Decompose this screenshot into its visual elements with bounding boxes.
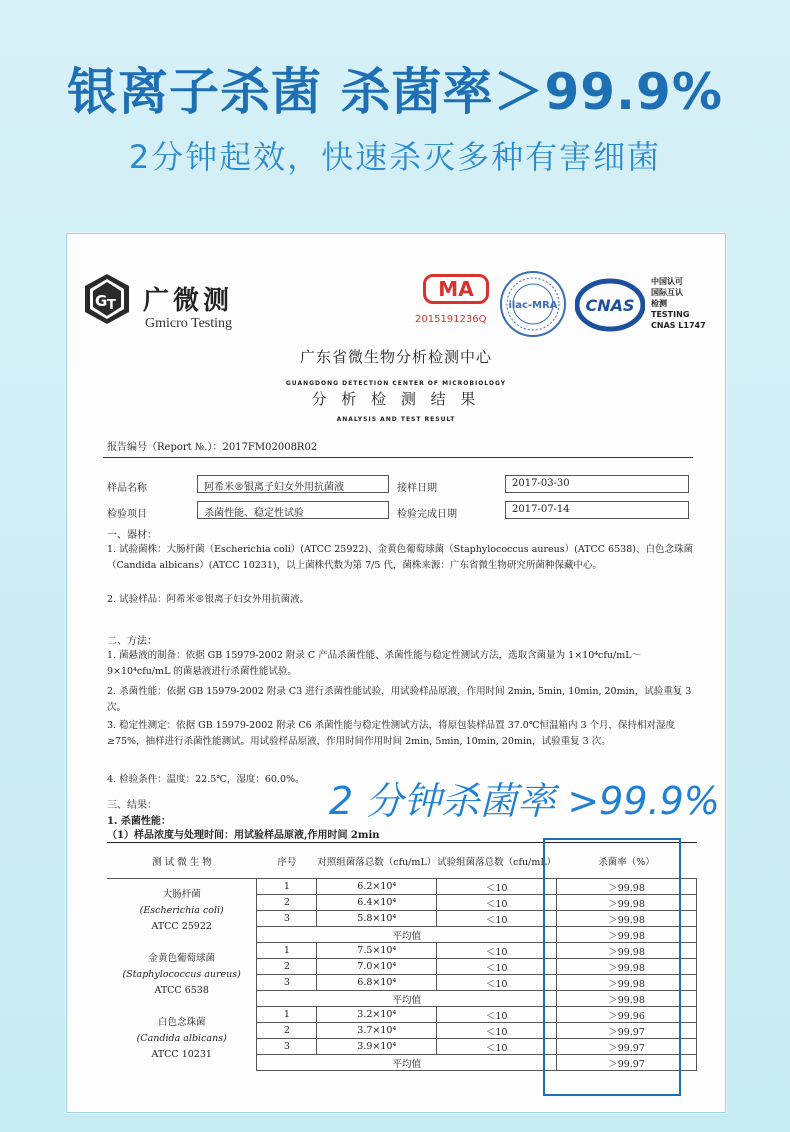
table-cell-ctrl: 3.7×10⁴ [317, 1023, 437, 1039]
table-cell-test: ＜10 [437, 975, 557, 991]
cnas-note-line: 中国认可 [651, 277, 683, 286]
test-item-label: 检验项目 [107, 509, 147, 520]
table-cell-no: 3 [257, 975, 317, 991]
table-cell-test: ＜10 [437, 879, 557, 895]
average-value-cell: ＞99.98 [557, 927, 697, 943]
finish-date-value: 2017-07-14 [505, 501, 689, 519]
organism-line: (Staphylococcus aureus) [122, 968, 241, 980]
organism-line: 白色念珠菌 [157, 1016, 206, 1028]
table-cell-test: ＜10 [437, 1039, 557, 1055]
table-cell-no: 3 [257, 911, 317, 927]
table-cell-test: ＜10 [437, 895, 557, 911]
table-cell-rate: ＞99.98 [557, 975, 697, 991]
test-item-value: 杀菌性能、稳定性试验 [197, 501, 389, 519]
cma-seal [415, 274, 495, 336]
table-cell-no: 1 [257, 943, 317, 959]
average-value-cell: ＞99.98 [557, 991, 697, 1007]
average-label-cell: 平均值 [257, 991, 557, 1007]
svg-text:G: G [95, 292, 108, 310]
center-name-cn: 广东省微生物分析检测中心 [299, 348, 492, 366]
cnas-label: CNAS [585, 296, 635, 315]
paragraph-bactericidal: 2. 杀菌性能：依据 GB 15979-2002 附录 C3 进行杀菌性能试验，用试验样品原液，作用时间 2min, 5min, 10min, 20min，试验重复 3 次。 [107, 686, 692, 713]
results-bactericidal-heading: 1. 杀菌性能： [107, 816, 171, 827]
table-cell-test: ＜10 [437, 959, 557, 975]
logo-chinese-name: 广微测 [143, 286, 234, 316]
paragraph-stability: 3. 稳定性测定：依据 GB 15979-2002 附录 C6 杀菌性能与稳定性测试方法，将原包装样品置 37.0℃恒温箱内 3 个月，保持相对湿度≥75%，抽样进行杀菌性能测试。用试验样品原液，作用时间作用时间 2min, 5min, 10min, 20min，试验重复 3 次。 [107, 720, 676, 747]
organism-line: ATCC 6538 [154, 984, 209, 996]
table-cell-ctrl: 7.5×10⁴ [317, 943, 437, 959]
organism-line: (Escherichia coli) [139, 904, 224, 916]
table-header-cell: 序号 [257, 843, 317, 879]
cnas-note-line: CNAS L1747 [651, 321, 706, 330]
table-cell-no: 2 [257, 1023, 317, 1039]
ilac-mra-seal-icon [499, 270, 567, 338]
table-cell-rate: ＞99.97 [557, 1039, 697, 1055]
center-name-en: GUANGDONG DETECTION CENTER OF MICROBIOLOGY [285, 380, 507, 387]
hero-subtitle: 2分钟起效，快速杀灭多种有害细菌 [128, 138, 662, 176]
table-header-cell: 测 试 微 生 物 [107, 843, 257, 879]
table-cell-ctrl: 5.8×10⁴ [317, 911, 437, 927]
gmicro-logo-icon [83, 272, 131, 326]
table-header-cell: 试验组菌落总数（cfu/mL） [437, 843, 557, 879]
ilac-label: ilac-MRA [508, 300, 558, 311]
organism-cell [107, 879, 257, 943]
organism-line: (Candida albicans) [136, 1032, 227, 1044]
table-cell-ctrl: 7.0×10⁴ [317, 959, 437, 975]
table-cell-ctrl: 6.2×10⁴ [317, 879, 437, 895]
table-cell-rate: ＞99.98 [557, 959, 697, 975]
table-cell-rate: ＞99.97 [557, 1023, 697, 1039]
receive-date-value: 2017-03-30 [505, 475, 689, 493]
organism-line: 金黄色葡萄球菌 [148, 952, 215, 964]
table-cell-no: 1 [257, 879, 317, 895]
paragraph-strains: 1. 试验菌株：大肠杆菌（Escherichia coli）(ATCC 25922)、金黄色葡萄球菌（Staphylococcus aureus）(ATCC 6538)、白色念珠菌（Candida albicans）(ATCC 10231)，以上菌株代数为第 7/5 代，菌株来源：广东省微生物研究所菌种保藏中心。 [107, 544, 693, 571]
sample-name-value: 阿希米®银离子妇女外用抗菌液 [197, 475, 389, 493]
logo-english-name: Gmicro Testing [145, 316, 233, 331]
table-cell-ctrl: 3.9×10⁴ [317, 1039, 437, 1055]
average-label-cell: 平均值 [257, 927, 557, 943]
average-label-cell: 平均值 [257, 1055, 557, 1071]
cnas-seal-icon [575, 278, 645, 332]
hero-title: 银离子杀菌 杀菌率＞99.9% [67, 63, 723, 121]
table-header-cell: 杀菌率（%） [557, 843, 697, 879]
table-cell-rate: ＞99.98 [557, 879, 697, 895]
sample-name-label: 样品名称 [107, 483, 147, 494]
paragraph-sample: 2. 试验样品：阿希米®银离子妇女外用抗菌液。 [107, 594, 310, 605]
table-cell-rate: ＞99.98 [557, 895, 697, 911]
results-condition-note: （1）样品浓度与处理时间：用试验样品原液,作用时间 2min [107, 830, 380, 841]
section-results-heading: 三、结果： [107, 800, 157, 811]
organism-line: ATCC 10231 [151, 1048, 212, 1060]
table-cell-ctrl: 3.2×10⁴ [317, 1007, 437, 1023]
receive-date-label: 接样日期 [397, 483, 437, 494]
table-cell-test: ＜10 [437, 1023, 557, 1039]
cnas-note-line: 检测 [651, 299, 667, 308]
organism-line: 大肠杆菌 [162, 888, 201, 900]
table-cell-test: ＜10 [437, 911, 557, 927]
table-cell-no: 2 [257, 959, 317, 975]
section-method-heading: 二、方法： [107, 636, 157, 647]
table-cell-ctrl: 6.4×10⁴ [317, 895, 437, 911]
cnas-note [651, 276, 706, 331]
cma-number: 2015191236Q [415, 314, 487, 325]
table-cell-ctrl: 6.8×10⁴ [317, 975, 437, 991]
average-value-cell: ＞99.97 [557, 1055, 697, 1071]
svg-text:T: T [107, 298, 116, 313]
divider [103, 457, 693, 458]
result-title-en: ANALYSIS AND TEST RESULT [336, 416, 456, 423]
cnas-note-line: 国际互认 [651, 288, 683, 297]
paragraph-conditions: 4. 检验条件：温度：22.5℃，湿度：60.0%。 [107, 774, 305, 785]
table-header-cell: 对照组菌落总数（cfu/mL） [317, 843, 437, 879]
report-number: 报告编号（Report №.）：2017FM02008R02 [107, 442, 318, 453]
finish-date-label: 检验完成日期 [397, 509, 457, 520]
result-title-cn: 分 析 检 测 结 果 [311, 390, 481, 408]
organism-line: ATCC 25922 [151, 920, 212, 932]
table-cell-rate: ＞99.96 [557, 1007, 697, 1023]
overlay-highlight-text: 2 分钟杀菌率 >99.9% [329, 779, 720, 823]
cnas-note-line: TESTING [651, 310, 690, 319]
section-equipment-heading: 一、器材： [107, 530, 157, 541]
organism-cell [107, 1007, 257, 1071]
paragraph-suspension: 1. 菌悬液的制备：依据 GB 15979-2002 附录 C 产品杀菌性能、杀菌性能与稳定性测试方法，选取含菌量为 1×10⁴cfu/mL～9×10⁴cfu/mL 的菌悬液进行杀菌性能试验。 [107, 650, 642, 677]
organism-cell [107, 943, 257, 1007]
table-cell-no: 3 [257, 1039, 317, 1055]
highlight-rate-column-box [543, 838, 681, 1096]
table-cell-test: ＜10 [437, 1007, 557, 1023]
table-cell-no: 2 [257, 895, 317, 911]
table-cell-no: 1 [257, 1007, 317, 1023]
table-cell-rate: ＞99.98 [557, 943, 697, 959]
table-cell-test: ＜10 [437, 943, 557, 959]
test-report-document [66, 233, 726, 1113]
cma-label: MA [423, 274, 489, 304]
table-cell-rate: ＞99.98 [557, 911, 697, 927]
